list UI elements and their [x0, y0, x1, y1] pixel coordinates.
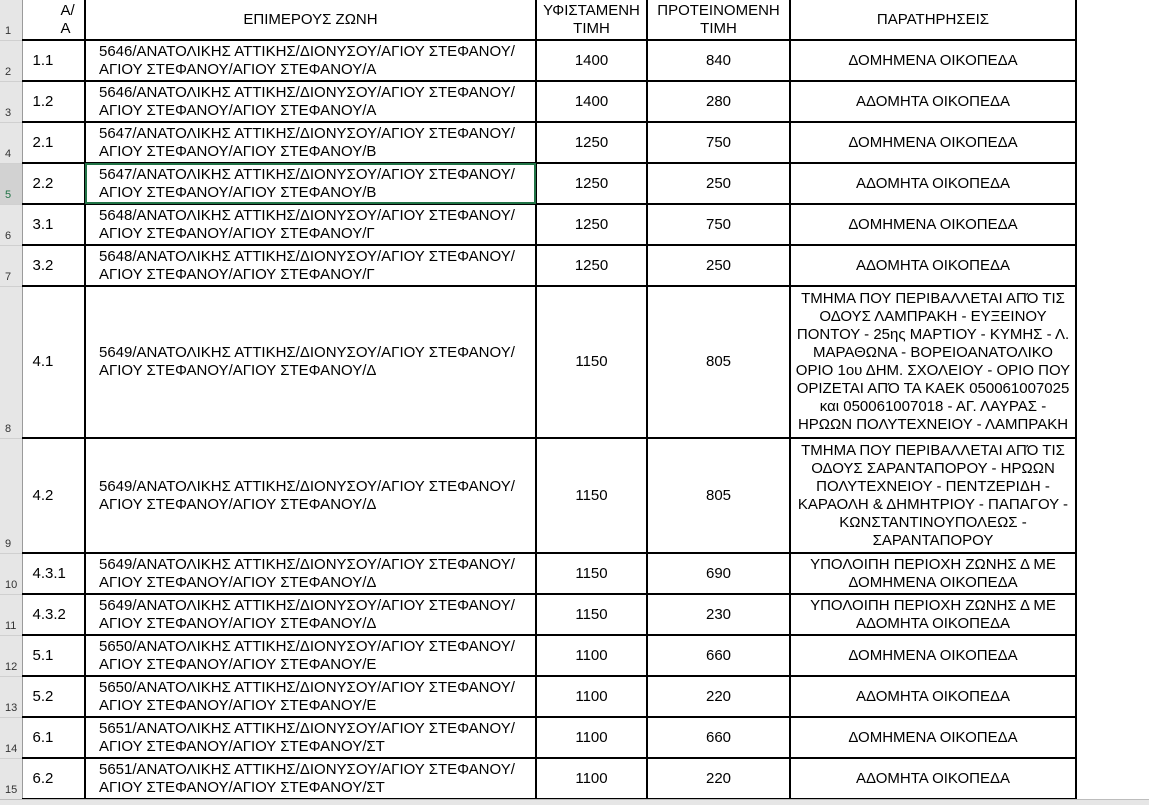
empty-cell[interactable]: [1076, 553, 1149, 594]
row-number[interactable]: 2: [0, 40, 22, 81]
cell-current-value[interactable]: 1250: [536, 204, 647, 245]
cell-remarks[interactable]: ΑΔΟΜΗΤΑ ΟΙΚΟΠΕΔΑ: [790, 676, 1076, 717]
cell-current-value[interactable]: 1150: [536, 594, 647, 635]
cell-remarks[interactable]: ΔΟΜΗΜΕΝΑ ΟΙΚΟΠΕΔΑ: [790, 635, 1076, 676]
cell-aa[interactable]: 1.2: [22, 81, 85, 122]
cell-current-value[interactable]: 1150: [536, 438, 647, 553]
empty-cell[interactable]: [1076, 676, 1149, 717]
cell-proposed-value[interactable]: 250: [647, 163, 790, 204]
cell-zone[interactable]: 5649/ΑΝΑΤΟΛΙΚΗΣ ΑΤΤΙΚΗΣ/ΔΙΟΝΥΣΟΥ/ΑΓΙΟΥ ΣΤΕΦΑΝΟΥ/ΑΓΙΟΥ ΣΤΕΦΑΝΟΥ/ΑΓΙΟΥ ΣΤΕΦΑΝΟΥ/Δ: [85, 286, 536, 438]
table-row: [0, 286, 1149, 438]
cell-current-value[interactable]: 1250: [536, 163, 647, 204]
cell-aa[interactable]: 3.1: [22, 204, 85, 245]
empty-cell[interactable]: [1076, 163, 1149, 204]
cell-current-value[interactable]: 1100: [536, 635, 647, 676]
cell-proposed-value[interactable]: 250: [647, 245, 790, 286]
header-current-value[interactable]: ΥΦΙΣΤΑΜΕΝΗ ΤΙΜΗ: [536, 0, 647, 40]
empty-cell[interactable]: [1076, 122, 1149, 163]
cell-aa[interactable]: 1.1: [22, 40, 85, 81]
cell-aa[interactable]: 2.2: [22, 163, 85, 204]
table-row: [0, 438, 1149, 553]
cell-proposed-value[interactable]: 230: [647, 594, 790, 635]
empty-cell[interactable]: [1076, 81, 1149, 122]
sheet-bottom-scroll-area: [0, 799, 1149, 805]
table-row: [0, 163, 1149, 204]
cell-current-value[interactable]: 1100: [536, 758, 647, 799]
cell-remarks[interactable]: ΔΟΜΗΜΕΝΑ ΟΙΚΟΠΕΔΑ: [790, 204, 1076, 245]
cell-current-value[interactable]: 1150: [536, 553, 647, 594]
cell-remarks[interactable]: ΑΔΟΜΗΤΑ ΟΙΚΟΠΕΔΑ: [790, 758, 1076, 799]
table-row: [0, 676, 1149, 717]
table-row: [0, 635, 1149, 676]
cell-proposed-value[interactable]: 690: [647, 553, 790, 594]
empty-cell[interactable]: [1076, 635, 1149, 676]
cell-zone[interactable]: 5647/ΑΝΑΤΟΛΙΚΗΣ ΑΤΤΙΚΗΣ/ΔΙΟΝΥΣΟΥ/ΑΓΙΟΥ ΣΤΕΦΑΝΟΥ/ΑΓΙΟΥ ΣΤΕΦΑΝΟΥ/ΑΓΙΟΥ ΣΤΕΦΑΝΟΥ/Β: [85, 163, 536, 204]
cell-proposed-value[interactable]: 660: [647, 717, 790, 758]
cell-zone[interactable]: 5651/ΑΝΑΤΟΛΙΚΗΣ ΑΤΤΙΚΗΣ/ΔΙΟΝΥΣΟΥ/ΑΓΙΟΥ ΣΤΕΦΑΝΟΥ/ΑΓΙΟΥ ΣΤΕΦΑΝΟΥ/ΑΓΙΟΥ ΣΤΕΦΑΝΟΥ/ΣΤ: [85, 758, 536, 799]
header-remarks[interactable]: ΠΑΡΑΤΗΡΗΣΕΙΣ: [790, 0, 1076, 40]
cell-proposed-value[interactable]: 750: [647, 204, 790, 245]
table-row: [0, 553, 1149, 594]
cell-proposed-value[interactable]: 840: [647, 40, 790, 81]
cell-aa[interactable]: 6.2: [22, 758, 85, 799]
cell-proposed-value[interactable]: 220: [647, 758, 790, 799]
cell-aa[interactable]: 4.2: [22, 438, 85, 553]
table-row: [0, 245, 1149, 286]
row-number[interactable]: 14: [0, 717, 22, 758]
empty-cell[interactable]: [1076, 717, 1149, 758]
row-number[interactable]: 9: [0, 438, 22, 553]
cell-remarks[interactable]: ΔΟΜΗΜΕΝΑ ΟΙΚΟΠΕΔΑ: [790, 717, 1076, 758]
empty-cell[interactable]: [1076, 40, 1149, 81]
cell-remarks[interactable]: ΤΜΗΜΑ ΠΟΥ ΠΕΡΙΒΑΛΛΕΤΑΙ ΑΠΌ ΤΙΣ ΟΔΟΥΣ ΛΑΜΠΡΑΚΗ - ΕΥΞΕΙΝΟΥ ΠΟΝΤΟΥ - 25ης ΜΑΡΤΙΟΥ - ΚΥΜΗΣ - Λ. ΜΑΡΑΘΩΝΑ - ΒΟΡΕΙΟΑΝΑΤΟΛΙΚΟ ΟΡΙΟ 1ου ΔΗΜ. ΣΧΟΛΕΙΟΥ - ΟΡΙΟ ΠΟΥ ΟΡΙΖΕΤΑΙ ΑΠΌ ΤΑ ΚΑΕΚ 050061007025 και 050061007018 - ΑΓ. ΛΑΥΡΑΣ - ΗΡΩΩΝ ΠΟΛΥΤΕΧΝΕΙΟΥ - ΛΑΜΠΡΑΚΗ: [790, 286, 1076, 438]
empty-cell[interactable]: [1076, 0, 1149, 40]
row-number[interactable]: 7: [0, 245, 22, 286]
cell-remarks[interactable]: ΔΟΜΗΜΕΝΑ ΟΙΚΟΠΕΔΑ: [790, 40, 1076, 81]
row-number[interactable]: 5: [0, 163, 22, 204]
cell-proposed-value[interactable]: 750: [647, 122, 790, 163]
cell-zone[interactable]: 5650/ΑΝΑΤΟΛΙΚΗΣ ΑΤΤΙΚΗΣ/ΔΙΟΝΥΣΟΥ/ΑΓΙΟΥ ΣΤΕΦΑΝΟΥ/ΑΓΙΟΥ ΣΤΕΦΑΝΟΥ/ΑΓΙΟΥ ΣΤΕΦΑΝΟΥ/Ε: [85, 676, 536, 717]
cell-remarks[interactable]: ΑΔΟΜΗΤΑ ΟΙΚΟΠΕΔΑ: [790, 245, 1076, 286]
cell-remarks[interactable]: ΥΠΟΛΟΙΠΗ ΠΕΡΙΟΧΗ ΖΩΝΗΣ Δ ΜΕ ΔΟΜΗΜΕΝΑ ΟΙΚΟΠΕΔΑ: [790, 553, 1076, 594]
cell-zone[interactable]: 5648/ΑΝΑΤΟΛΙΚΗΣ ΑΤΤΙΚΗΣ/ΔΙΟΝΥΣΟΥ/ΑΓΙΟΥ ΣΤΕΦΑΝΟΥ/ΑΓΙΟΥ ΣΤΕΦΑΝΟΥ/ΑΓΙΟΥ ΣΤΕΦΑΝΟΥ/Γ: [85, 245, 536, 286]
cell-current-value[interactable]: 1400: [536, 81, 647, 122]
cell-zone[interactable]: 5649/ΑΝΑΤΟΛΙΚΗΣ ΑΤΤΙΚΗΣ/ΔΙΟΝΥΣΟΥ/ΑΓΙΟΥ ΣΤΕΦΑΝΟΥ/ΑΓΙΟΥ ΣΤΕΦΑΝΟΥ/ΑΓΙΟΥ ΣΤΕΦΑΝΟΥ/Δ: [85, 594, 536, 635]
row-number[interactable]: 8: [0, 286, 22, 438]
table-row: [0, 40, 1149, 81]
header-zone[interactable]: ΕΠΙΜΕΡΟΥΣ ΖΩΝΗ: [85, 0, 536, 40]
cell-current-value[interactable]: 1150: [536, 286, 647, 438]
cell-proposed-value[interactable]: 280: [647, 81, 790, 122]
cell-remarks[interactable]: ΔΟΜΗΜΕΝΑ ΟΙΚΟΠΕΔΑ: [790, 122, 1076, 163]
cell-proposed-value[interactable]: 660: [647, 635, 790, 676]
cell-proposed-value[interactable]: 805: [647, 438, 790, 553]
row-number[interactable]: 1: [0, 0, 22, 40]
cell-aa[interactable]: 2.1: [22, 122, 85, 163]
table-row: [0, 81, 1149, 122]
row-number[interactable]: 4: [0, 122, 22, 163]
cell-current-value[interactable]: 1100: [536, 717, 647, 758]
cell-current-value[interactable]: 1250: [536, 245, 647, 286]
row-number[interactable]: 10: [0, 553, 22, 594]
table-row: [0, 758, 1149, 799]
table-row: [0, 594, 1149, 635]
cell-aa[interactable]: 4.3.2: [22, 594, 85, 635]
cell-remarks[interactable]: ΑΔΟΜΗΤΑ ΟΙΚΟΠΕΔΑ: [790, 163, 1076, 204]
cell-zone[interactable]: 5647/ΑΝΑΤΟΛΙΚΗΣ ΑΤΤΙΚΗΣ/ΔΙΟΝΥΣΟΥ/ΑΓΙΟΥ ΣΤΕΦΑΝΟΥ/ΑΓΙΟΥ ΣΤΕΦΑΝΟΥ/ΑΓΙΟΥ ΣΤΕΦΑΝΟΥ/Β: [85, 122, 536, 163]
empty-cell[interactable]: [1076, 594, 1149, 635]
header-proposed-value[interactable]: ΠΡΟΤΕΙΝΟΜΕΝΗ ΤΙΜΗ: [647, 0, 790, 40]
cell-zone[interactable]: 5649/ΑΝΑΤΟΛΙΚΗΣ ΑΤΤΙΚΗΣ/ΔΙΟΝΥΣΟΥ/ΑΓΙΟΥ ΣΤΕΦΑΝΟΥ/ΑΓΙΟΥ ΣΤΕΦΑΝΟΥ/ΑΓΙΟΥ ΣΤΕΦΑΝΟΥ/Δ: [85, 438, 536, 553]
cell-aa[interactable]: 3.2: [22, 245, 85, 286]
cell-aa[interactable]: 4.1: [22, 286, 85, 438]
cell-current-value[interactable]: 1400: [536, 40, 647, 81]
row-number[interactable]: 13: [0, 676, 22, 717]
cell-aa[interactable]: 5.1: [22, 635, 85, 676]
cell-zone[interactable]: 5648/ΑΝΑΤΟΛΙΚΗΣ ΑΤΤΙΚΗΣ/ΔΙΟΝΥΣΟΥ/ΑΓΙΟΥ ΣΤΕΦΑΝΟΥ/ΑΓΙΟΥ ΣΤΕΦΑΝΟΥ/ΑΓΙΟΥ ΣΤΕΦΑΝΟΥ/Γ: [85, 204, 536, 245]
cell-aa[interactable]: 4.3.1: [22, 553, 85, 594]
empty-cell[interactable]: [1076, 204, 1149, 245]
cell-remarks[interactable]: ΤΜΗΜΑ ΠΟΥ ΠΕΡΙΒΑΛΛΕΤΑΙ ΑΠΌ ΤΙΣ ΟΔΟΥΣ ΣΑΡΑΝΤΑΠΟΡΟΥ - ΗΡΩΩΝ ΠΟΛΥΤΕΧΝΕΙΟΥ - ΠΕΝΤΖΕΡΙΔΗ - ΚΑΡΑΟΛΗ & ΔΗΜΗΤΡΙΟΥ - ΠΑΠΑΓΟΥ - ΚΩΝΣΤΑΝΤΙΝΟΥΠΟΛΕΩΣ - ΣΑΡΑΝΤΑΠΟΡΟΥ: [790, 438, 1076, 553]
empty-cell[interactable]: [1076, 286, 1149, 438]
cell-aa[interactable]: 5.2: [22, 676, 85, 717]
cell-current-value[interactable]: 1250: [536, 122, 647, 163]
header-row: [0, 0, 1149, 40]
cell-zone[interactable]: 5646/ΑΝΑΤΟΛΙΚΗΣ ΑΤΤΙΚΗΣ/ΔΙΟΝΥΣΟΥ/ΑΓΙΟΥ ΣΤΕΦΑΝΟΥ/ΑΓΙΟΥ ΣΤΕΦΑΝΟΥ/ΑΓΙΟΥ ΣΤΕΦΑΝΟΥ/Α: [85, 40, 536, 81]
empty-cell[interactable]: [1076, 758, 1149, 799]
row-number[interactable]: 3: [0, 81, 22, 122]
empty-cell[interactable]: [1076, 245, 1149, 286]
header-aa[interactable]: Α/Α: [22, 0, 85, 40]
cell-proposed-value[interactable]: 220: [647, 676, 790, 717]
row-number[interactable]: 11: [0, 594, 22, 635]
row-number[interactable]: 15: [0, 758, 22, 799]
cell-proposed-value[interactable]: 805: [647, 286, 790, 438]
table-row: [0, 204, 1149, 245]
cell-current-value[interactable]: 1100: [536, 676, 647, 717]
row-number[interactable]: 12: [0, 635, 22, 676]
cell-zone[interactable]: 5646/ΑΝΑΤΟΛΙΚΗΣ ΑΤΤΙΚΗΣ/ΔΙΟΝΥΣΟΥ/ΑΓΙΟΥ ΣΤΕΦΑΝΟΥ/ΑΓΙΟΥ ΣΤΕΦΑΝΟΥ/ΑΓΙΟΥ ΣΤΕΦΑΝΟΥ/Α: [85, 81, 536, 122]
cell-zone[interactable]: 5649/ΑΝΑΤΟΛΙΚΗΣ ΑΤΤΙΚΗΣ/ΔΙΟΝΥΣΟΥ/ΑΓΙΟΥ ΣΤΕΦΑΝΟΥ/ΑΓΙΟΥ ΣΤΕΦΑΝΟΥ/ΑΓΙΟΥ ΣΤΕΦΑΝΟΥ/Δ: [85, 553, 536, 594]
cell-zone[interactable]: 5650/ΑΝΑΤΟΛΙΚΗΣ ΑΤΤΙΚΗΣ/ΔΙΟΝΥΣΟΥ/ΑΓΙΟΥ ΣΤΕΦΑΝΟΥ/ΑΓΙΟΥ ΣΤΕΦΑΝΟΥ/ΑΓΙΟΥ ΣΤΕΦΑΝΟΥ/Ε: [85, 635, 536, 676]
cell-aa[interactable]: 6.1: [22, 717, 85, 758]
table-row: [0, 717, 1149, 758]
cell-remarks[interactable]: ΥΠΟΛΟΙΠΗ ΠΕΡΙΟΧΗ ΖΩΝΗΣ Δ ΜΕ ΑΔΟΜΗΤΑ ΟΙΚΟΠΕΔΑ: [790, 594, 1076, 635]
table-row: [0, 122, 1149, 163]
empty-cell[interactable]: [1076, 438, 1149, 553]
row-number[interactable]: 6: [0, 204, 22, 245]
cell-zone[interactable]: 5651/ΑΝΑΤΟΛΙΚΗΣ ΑΤΤΙΚΗΣ/ΔΙΟΝΥΣΟΥ/ΑΓΙΟΥ ΣΤΕΦΑΝΟΥ/ΑΓΙΟΥ ΣΤΕΦΑΝΟΥ/ΑΓΙΟΥ ΣΤΕΦΑΝΟΥ/ΣΤ: [85, 717, 536, 758]
cell-remarks[interactable]: ΑΔΟΜΗΤΑ ΟΙΚΟΠΕΔΑ: [790, 81, 1076, 122]
